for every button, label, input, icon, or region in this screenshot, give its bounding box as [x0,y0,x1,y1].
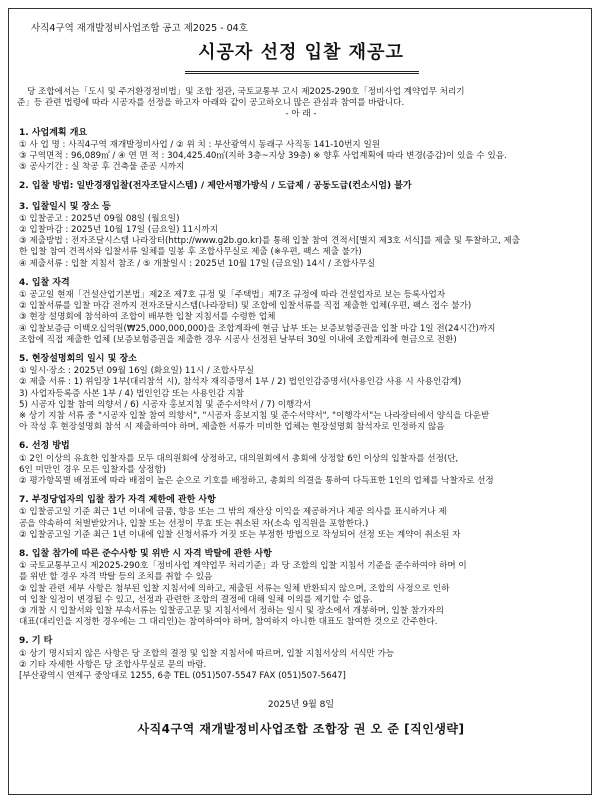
section-line: ② 제출 서류 : 1) 위임장 1부(대리참석 시), 참석자 재직증명서 1부 / 2) 법인인감증명서(사용인감 사용 시 사용인감계) [19,377,462,388]
section-line: ③ 제출방법 : 전자조달시스템 나라장터(http://www.g2b.go.kr)를 통해 입찰 참여 견적서[별지 제3호 서식]를 제출 및 투찰하고, 제출 [19,236,521,247]
section-line: 대표(대리인을 지정한 경우에는 그 대리인)는 참여하여야 하며, 참여하지 아니한 대표도 참여한 것으로 간주한다. [19,617,438,628]
section-line: 조합에 직접 제출한 업체 (보증보험증권을 제출한 경우 시공사 선정된 날부터 30일 이내에 조합계좌에 현금으로 전환) [19,334,457,345]
notice-title: 시공자 선정 입찰 재공고 [198,42,404,63]
section-line: ④ 제출서류 : 입찰 지침서 참조 / ⑤ 개찰일시 : 2025년 10월 17일 (금요일) 14시 / 조합사무실 [19,258,376,269]
section-line: ② 입찰공고일 기준 최근 1년 이내에 입찰 신청서류가 거짓 또는 부정한 방법으로 작성되어 선정 또는 계약이 취소된 자 [19,529,461,540]
section-title: 8. 입찰 참가에 따른 준수사항 및 위반 시 자격 박탈에 관한 사항 [19,549,272,559]
notice-page [8,8,592,795]
section-line: ③ 현장 설명회에 참석하여 조합이 배부한 입찰 지침서를 수령한 업체 [19,312,276,323]
section-line: ② 입찰마감 : 2025년 10월 17일 (금요일) 11시까지 [19,225,219,235]
section-line: ① 국토교통부고시 제2025-290호「정비사업 계약업무 처리기준」과 당 조합의 입찰 지침서 기준을 준수하여야 하며 이 [19,561,467,572]
section-line: [부산광역시 연제구 중앙대로 1255, 6층 TEL (051)507-5547 FAX (051)507-5647] [19,671,346,681]
section-line: ① 사 업 명 : 사직4구역 재개발정비사업 / ② 위 치 : 부산광역시 동래구 사직동 141-10번지 일원 [19,139,381,150]
section-title: 6. 선정 방법 [19,441,70,452]
title-underline [185,71,419,72]
section-line: ③ 구역면적 : 96,089㎡ / ④ 연 면 적 : 304,425.40㎡(지하 3층~지상 39층) ※ 향후 사업계획에 따라 변경(증감)이 있을 수 있음. [19,151,507,161]
section-line: ② 입찰 관련 세부 사항은 첨부된 입찰 지침서에 의하고, 제출된 서류는 일체 반환되지 않으며, 조합의 사정으로 인하 [19,583,450,594]
section-title: 7. 부정당업자의 입찰 참가 자격 제한에 관한 사항 [19,495,216,506]
section-title: 1. 사업계획 개요 [19,127,88,138]
section-line: 5) 시공자 입찰 참여 의향서 / 6) 시공자 홍보지침 및 준수서약서 / 7) 이행각서 [19,399,311,410]
section-line: ② 기타 자세한 사항은 당 조합사무실로 문의 바람. [19,659,207,670]
section-line: ④ 입찰보증금 이백오십억원(₩25,000,000,000)을 조합계좌에 현금 납부 또는 보증보험증권을 입찰 마감 1일 전(24시간)까지 [19,323,496,334]
section-line: 공을 약속하여 처벌받았거나, 입찰 또는 선정이 무효 또는 취소된 자(소속 임직원을 포함한다.) [19,518,369,529]
section-line: 한 입찰 참여 견적서와 입찰서류 일체를 밀봉 후 조합사무실로 제출 (※우편, 팩스 제출 불가) [19,247,362,258]
section-line: 여 입찰 일정이 변경될 수 있고, 선정과 관련한 조합의 결정에 대해 일체 이의를 제기할 수 없음. [19,594,373,605]
section-line: 3) 사업자등록증 사본 1부 / 4) 법인인감 또는 사용인감 지참 [19,388,244,399]
section-line: ⑤ 공사기간 : 실 착공 후 건축물 준공 시까지 [19,162,185,173]
section-line: ③ 개찰 시 입찰서와 입찰 부속서류는 입찰공고문 및 지침서에서 정하는 일시 및 장소에서 개봉하며, 입찰 참가자의 [19,606,444,616]
section-line: ① 일시·장소 : 2025년 09월 16일 (화요일) 11시 / 조합사무실 [19,366,255,377]
intro-text: 당 조합에서는「도시 및 주거환경정비법」및 조합 정관, 국토교통부 고시 제2025-290호「정비사업 계약업무 처리기 [27,87,465,97]
section-line: ① 입찰공고일 기준 최근 1년 이내에 금품, 향응 또는 그 밖의 재산상 이익을 제공하거나 제공 의사를 표시하거나 제 [19,507,447,518]
section-line: ① 상기 명시되지 않은 사항은 당 조합의 결정 및 입찰 지침서에 따르며, 입찰 지침서상의 서식만 가능 [19,648,395,659]
section-title: 9. 기 타 [19,636,53,647]
intro-text: 준」등 관련 법령에 따라 시공자를 선정을 하고자 아래와 같이 공고하오니 많은 관심과 참여를 바랍니다. [17,98,405,109]
section-line: ② 입찰서류를 입찰 마감 전까지 전자조달시스템(나라장터) 및 조합에 입찰서류를 직접 제출한 업체(우편, 팩스 접수 불가) [19,301,472,312]
section-line: 6인 미만인 경우 모든 입찰자를 상정함) [19,464,167,475]
section-line: ※ 상기 지참 서류 중 "시공자 입찰 참여 의향서", "시공자 홍보지침 및 준수서약서", "이행각서"는 나라장터에서 양식을 다운받 [19,411,490,421]
section-line: ① 공고일 현재「건설산업기본법」제2조 제7호 규정 및「주택법」제7조 규정에 따라 건설업자로 보는 등록사업자 [19,290,446,300]
section-line: ② 평가항목별 배점표에 따라 배점이 높은 순으로 기호를 배정하고, 총회의 의결을 통하여 다득표한 1인의 업체를 낙찰자로 선정 [19,476,494,486]
signature: 사직4구역 재개발정비사업조합 조합장 권 오 준 [직인생략] [137,722,465,737]
section-line: ① 2인 이상의 유효한 입찰자를 모두 대의원회에 상정하고, 대의원회에서 총회에 상정할 6인 이상의 입찰자를 선정(단, [19,453,459,464]
section-title: 3. 입찰일시 및 장소 등 [19,201,111,212]
section-line: 를 위반 할 경우 자격 박탈 등의 조치를 취할 수 있음 [19,572,213,583]
title-underline-double [185,73,419,74]
notice-header: 사직4구역 재개발정비사업조합 공고 제2025 - 04호 [31,23,248,34]
section-title: 2. 입찰 방법: 일반경쟁입찰(전자조달시스템) / 제안서평가방식 / 도급제 / 공동도급(컨소시엄) 불가 [19,181,412,192]
section-title: 5. 현장설명회의 일시 및 장소 [19,354,137,364]
section-line: ① 입찰공고 : 2025년 09월 08일 (월요일) [19,213,180,224]
section-title: 4. 입찰 자격 [19,277,70,288]
section-line: 아 작성 후 현장설명회 참석 시 제출하여야 하며, 제출한 서류가 미비한 업체는 현장설명회 참석자로 인정하지 않음 [19,422,445,433]
separator-label: - 아 래 - [285,109,317,120]
notice-date: 2025년 9월 8일 [267,700,335,711]
